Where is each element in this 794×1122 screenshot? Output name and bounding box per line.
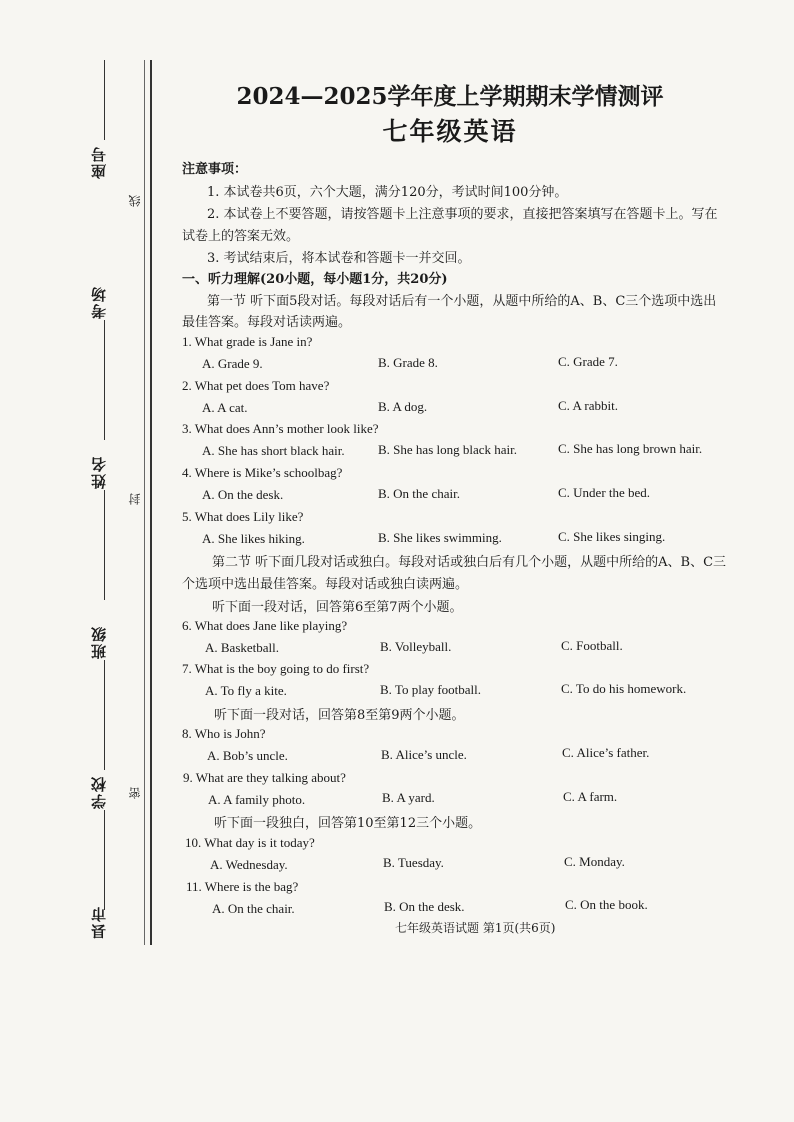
q11-option-b: B. On the desk. (384, 899, 465, 914)
q8-option-b: B. Alice’s uncle. (381, 747, 467, 762)
instruction-q8-9: 听下面一段对话，回答第8至第9两个小题。 (214, 708, 465, 723)
seat-fill-line (104, 60, 105, 140)
q1-option-b: B. Grade 8. (378, 355, 438, 370)
q1-option-c: C. Grade 7. (558, 354, 618, 369)
q3-option-c: C. She has long brown hair. (558, 441, 703, 456)
cut-mark-tight: 密 (128, 787, 142, 799)
question-2: 2. What pet does Tom have? (182, 378, 330, 393)
instruction-q10-12: 听下面一段独白，回答第10至第12三个小题。 (214, 816, 482, 831)
q9-option-b: B. A yard. (382, 790, 435, 805)
question-11: 11. Where is the bag? (186, 879, 299, 894)
part2-instruction-cont: 个选项中选出最佳答案。每段对话或独白读两遍。 (182, 577, 469, 592)
q6-option-a: A. Basketball. (205, 640, 280, 655)
school-fill-line (104, 810, 105, 910)
name-label: 姓名 (90, 455, 108, 489)
seat-label: 座号 (90, 145, 108, 179)
exam-room-fill-line (104, 320, 105, 440)
notice-heading: 注意事项： (182, 162, 248, 177)
q3-option-b: B. She has long black hair. (378, 442, 518, 457)
question-5: 5. What does Lily like? (182, 509, 304, 524)
school-label: 学校 (90, 775, 108, 809)
q2-option-a: A. A cat. (202, 400, 248, 415)
question-7: 7. What is the boy going to do first? (182, 661, 370, 676)
question-4: 4. Where is Mike’s schoolbag? (182, 465, 343, 480)
q4-option-b: B. On the chair. (378, 486, 460, 501)
exam-title: 2024—2025学年度上学期期末学情测评 (236, 83, 664, 110)
q3-option-a: A. She has short black hair. (202, 443, 345, 458)
q2-option-b: B. A dog. (378, 399, 428, 414)
question-3: 3. What does Ann’s mother look like? (182, 421, 379, 436)
q6-option-b: B. Volleyball. (380, 639, 452, 654)
q5-option-a: A. She likes hiking. (202, 531, 305, 546)
cut-mark-line: 线 (128, 195, 142, 207)
q10-option-b: B. Tuesday. (383, 855, 444, 870)
q11-option-a: A. On the chair. (212, 901, 295, 916)
question-6: 6. What does Jane like playing? (182, 618, 348, 633)
exam-subtitle: 七年级英语 (382, 117, 518, 146)
question-9: 9. What are they talking about? (183, 770, 346, 785)
notice-item-2-cont: 试卷上的答案无效。 (182, 229, 300, 244)
cut-mark-seal: 封 (128, 493, 142, 505)
q9-option-c: C. A farm. (563, 789, 618, 804)
q8-option-a: A. Bob’s uncle. (207, 748, 288, 763)
q8-option-c: C. Alice’s father. (562, 745, 650, 760)
q7-option-a: A. To fly a kite. (205, 683, 287, 698)
name-fill-line (104, 490, 105, 600)
notice-item-3: 3. 考试结束后，将本试卷和答题卡一并交回。 (207, 251, 471, 266)
class-label: 班级 (90, 625, 108, 659)
part2-instruction: 第二节 听下面几段对话或独白。每段对话或独白后有几个小题，从题中所给的A、B、C三 (212, 555, 727, 570)
instruction-q6-7: 听下面一段对话，回答第6至第7两个小题。 (212, 600, 463, 615)
notice-item-2: 2. 本试卷上不要答题，请按答题卡上注意事项的要求，直接把答案填写在答题卡上。写在 (207, 207, 718, 222)
question-8: 8. Who is John? (182, 726, 266, 741)
binding-line-inner (144, 60, 145, 945)
q6-option-c: C. Football. (561, 638, 623, 653)
binding-line (150, 60, 152, 945)
exam-room-label: 考场 (90, 285, 108, 319)
class-fill-line (104, 660, 105, 770)
q2-option-c: C. A rabbit. (558, 398, 618, 413)
part1-instruction: 第一节 听下面5段对话。每段对话后有一个小题，从题中所给的A、B、C三个选项中选出 (207, 294, 717, 309)
q7-option-c: C. To do his homework. (561, 681, 687, 696)
question-1: 1. What grade is Jane in? (182, 334, 313, 349)
q7-option-b: B. To play football. (380, 682, 482, 697)
part1-instruction-cont: 最佳答案。每段对话读两遍。 (182, 315, 352, 330)
county-label: 县市 (90, 905, 108, 939)
q9-option-a: A. A family photo. (208, 792, 306, 807)
q5-option-c: C. She likes singing. (558, 529, 666, 544)
q5-option-b: B. She likes swimming. (378, 530, 502, 545)
section-heading: 一、听力理解(20小题，每小题1分，共20分) (182, 272, 448, 287)
q1-option-a: A. Grade 9. (202, 356, 263, 371)
q4-option-a: A. On the desk. (202, 487, 284, 502)
q11-option-c: C. On the book. (565, 897, 648, 912)
question-10: 10. What day is it today? (185, 835, 315, 850)
q10-option-c: C. Monday. (564, 854, 625, 869)
q10-option-a: A. Wednesday. (210, 857, 288, 872)
q4-option-c: C. Under the bed. (558, 485, 651, 500)
notice-item-1: 1. 本试卷共6页，六个大题，满分120分，考试时间100分钟。 (207, 185, 568, 200)
page-footer: 七年级英语试题 第1页(共6页) (395, 921, 556, 935)
